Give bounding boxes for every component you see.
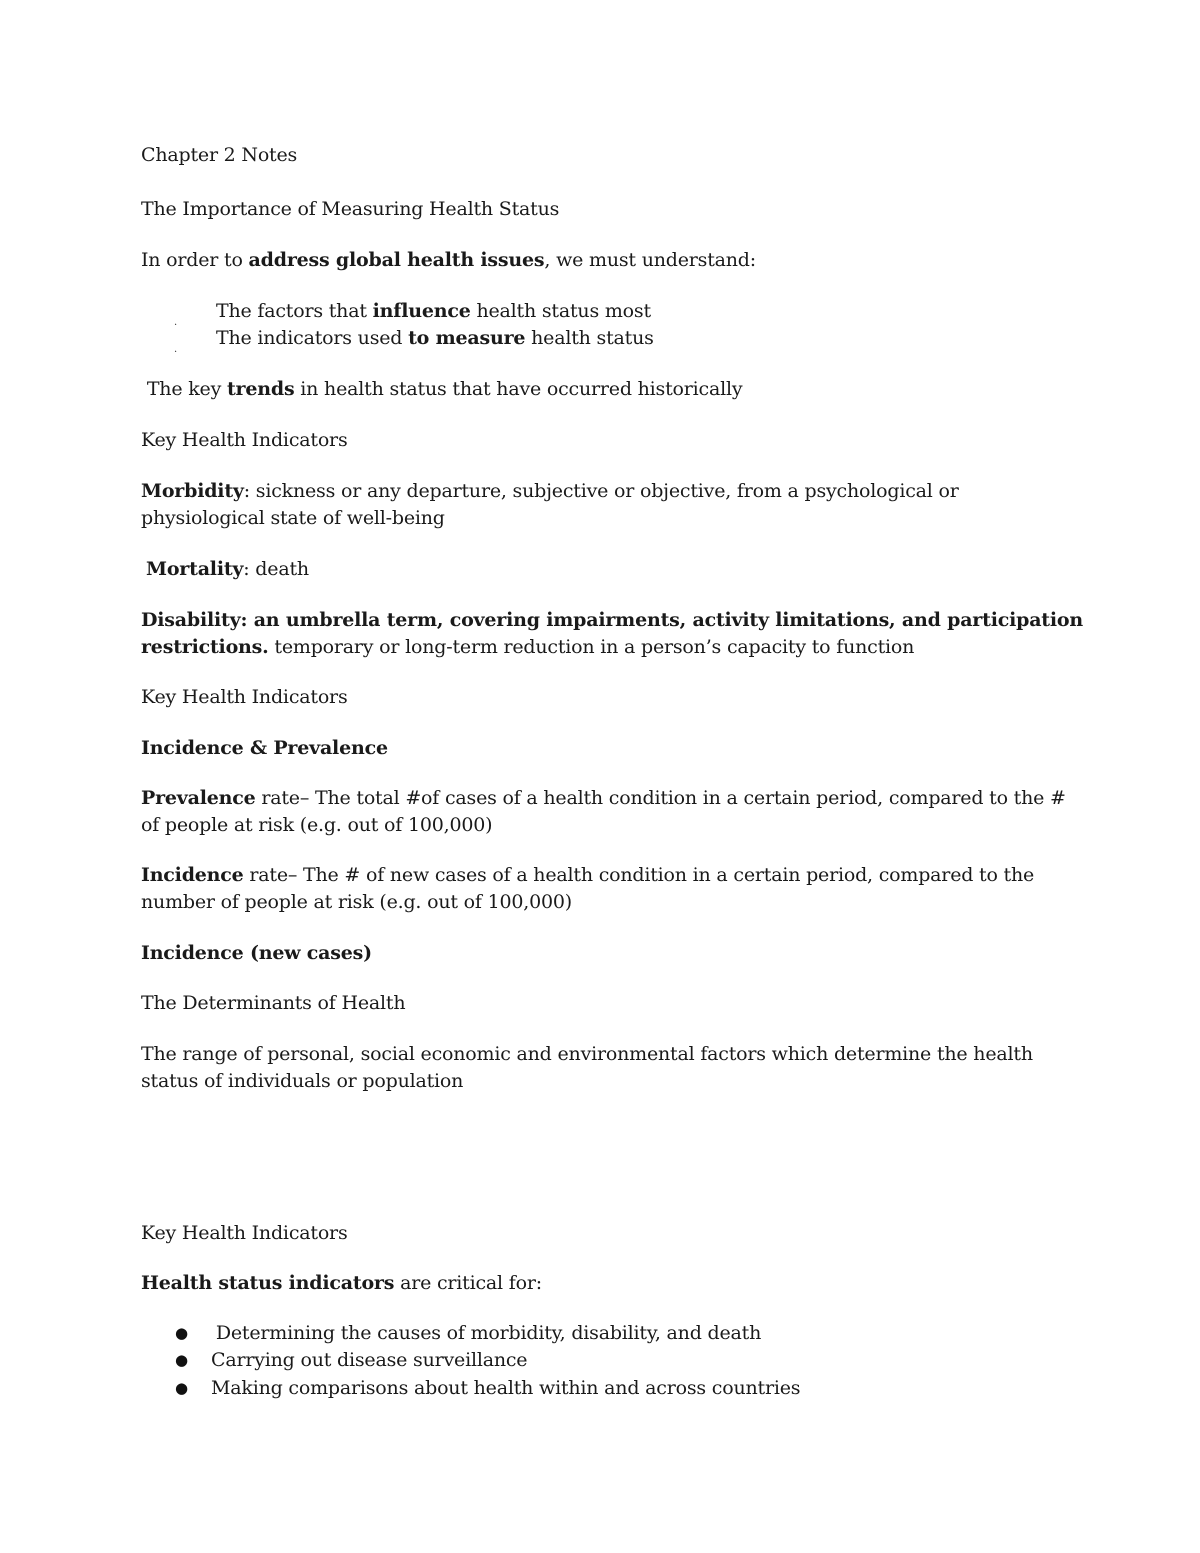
- mortality-definition: [146, 556, 309, 583]
- trends-pre: The key: [141, 378, 227, 400]
- morbidity-term: Morbidity: [141, 480, 244, 502]
- disability-bold-text: : an umbrella term, covering impairments, activity limitations, and participation: [240, 609, 1083, 631]
- morbidity-definition-line1: [141, 478, 959, 505]
- bullet-icon: ●: [175, 1351, 189, 1369]
- document-title: Chapter 2 Notes: [141, 144, 298, 166]
- incidence-prevalence-heading: Incidence & Prevalence: [141, 737, 388, 759]
- bullet-item: Determining the causes of morbidity, disability, and death: [210, 1322, 762, 1344]
- prevalence-term: Prevalence: [141, 787, 256, 809]
- disability-bold-end: restrictions.: [141, 636, 269, 658]
- list-item: [216, 298, 651, 325]
- morbidity-definition-line2: physiological state of well-being: [141, 507, 445, 529]
- list-item-bold: to measure: [408, 327, 526, 349]
- prevalence-text: rate– The total #of cases of a health condition in a certain period, compared to the #: [255, 787, 1066, 809]
- health-status-intro: [141, 1270, 542, 1297]
- list-item-pre: The factors that: [216, 300, 373, 322]
- determinants-line1: The range of personal, social economic and environmental factors which determine the health: [141, 1043, 1033, 1065]
- bullet-icon: ●: [175, 1324, 189, 1342]
- health-status-term: Health status indicators: [141, 1272, 395, 1294]
- list-item-post: health status most: [470, 300, 651, 322]
- bullet-item: Carrying out disease surveillance: [211, 1349, 528, 1371]
- intro-post: , we must understand:: [544, 249, 756, 271]
- disability-definition-line1: [141, 607, 1083, 634]
- trends-bold: trends: [226, 378, 295, 400]
- intro-pre: In order to: [141, 249, 249, 271]
- trends-post: in health status that have occurred historically: [294, 378, 743, 400]
- disability-definition-line2: [141, 634, 914, 661]
- list-item-bold: influence: [372, 300, 471, 322]
- disability-text: temporary or long-term reduction in a person’s capacity to function: [268, 636, 915, 658]
- determinants-line2: status of individuals or population: [141, 1070, 464, 1092]
- incidence-definition-line2: number of people at risk (e.g. out of 100,000): [141, 891, 572, 913]
- prevalence-definition-line1: [141, 785, 1066, 812]
- prevalence-definition-line2: of people at risk (e.g. out of 100,000): [141, 814, 493, 836]
- section-heading-key-indicators-3: Key Health Indicators: [141, 1222, 348, 1244]
- mortality-term: Mortality: [146, 558, 244, 580]
- incidence-text: rate– The # of new cases of a health condition in a certain period, compared to the: [243, 864, 1035, 886]
- mortality-text: : death: [243, 558, 309, 580]
- list-item-post: health status: [525, 327, 654, 349]
- incidence-definition-line1: [141, 862, 1034, 889]
- bullet-icon: ●: [175, 1379, 189, 1397]
- section-heading-key-indicators-2: Key Health Indicators: [141, 686, 348, 708]
- section-heading-importance: The Importance of Measuring Health Status: [141, 198, 560, 220]
- section-heading-determinants: The Determinants of Health: [141, 992, 406, 1014]
- small-bullet-icon: .: [174, 317, 178, 328]
- trends-paragraph: [141, 376, 742, 403]
- disability-term: Disability: [141, 609, 241, 631]
- list-item-pre: The indicators used: [216, 327, 409, 349]
- incidence-new-cases: Incidence (new cases): [141, 942, 372, 964]
- list-item: [216, 325, 654, 352]
- intro-bold: address global health issues: [248, 249, 545, 271]
- bullet-item: Making comparisons about health within and across countries: [211, 1377, 801, 1399]
- section-heading-key-indicators-1: Key Health Indicators: [141, 429, 348, 451]
- health-status-text: are critical for:: [394, 1272, 542, 1294]
- incidence-term: Incidence: [141, 864, 244, 886]
- morbidity-text: : sickness or any departure, subjective or objective, from a psychological or: [243, 480, 959, 502]
- small-bullet-icon: .: [174, 344, 178, 355]
- intro-paragraph: [141, 247, 756, 274]
